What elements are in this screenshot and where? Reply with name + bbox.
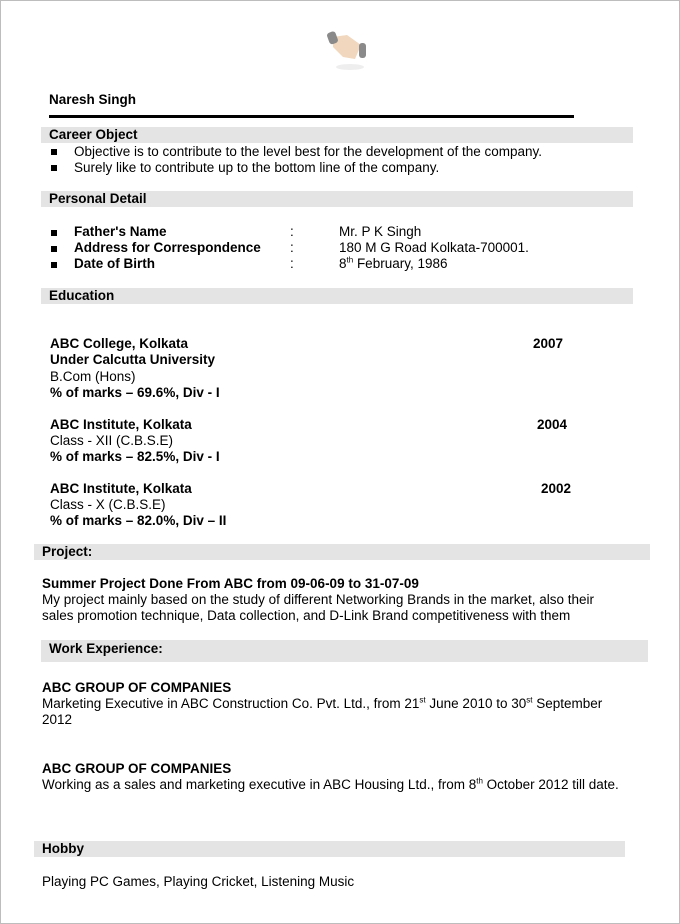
separator: : (290, 256, 294, 271)
career-item: Surely like to contribute up to the bottom line of the company. (74, 160, 440, 175)
separator: : (290, 224, 294, 239)
edu-course: Class - XII (C.B.S.E) (50, 433, 174, 448)
section-project: Project: (34, 544, 650, 560)
edu-year: 2004 (537, 417, 568, 432)
edu-course: B.Com (Hons) (50, 369, 136, 384)
personal-label: Address for Correspondence (74, 240, 261, 255)
personal-value: Mr. P K Singh (339, 224, 422, 239)
section-career-object: Career Object (41, 127, 633, 143)
bullet-icon (51, 149, 57, 155)
section-work-experience: Work Experience: (41, 640, 648, 662)
separator: : (290, 240, 294, 255)
name-underline (49, 115, 574, 118)
bullet-icon (51, 262, 57, 268)
bullet-icon (51, 230, 57, 236)
work-description: Marketing Executive in ABC Construction Co. Pvt. Ltd., from 21st June 2010 to 30st September (42, 695, 603, 711)
project-title: Summer Project Done From ABC from 09-06-09 to 31-07-09 (42, 576, 419, 591)
bullet-icon (51, 246, 57, 252)
section-personal-detail: Personal Detail (41, 191, 633, 207)
section-education: Education (41, 288, 633, 304)
handshake-icon (323, 23, 373, 73)
work-description: 2012 (42, 712, 73, 727)
edu-marks: % of marks – 69.6%, Div - I (50, 385, 220, 400)
edu-year: 2007 (533, 336, 564, 351)
work-company: ABC GROUP OF COMPANIES (42, 680, 232, 695)
bullet-icon (51, 165, 57, 171)
candidate-name: Naresh Singh (49, 92, 137, 107)
edu-school: ABC Institute, Kolkata (50, 481, 192, 496)
personal-value: 180 M G Road Kolkata-700001. (339, 240, 529, 255)
personal-label: Date of Birth (74, 256, 155, 271)
career-item: Objective is to contribute to the level best for the development of the company. (74, 144, 543, 159)
edu-year: 2002 (541, 481, 572, 496)
personal-value: 8th February, 1986 (339, 255, 448, 271)
work-company: ABC GROUP OF COMPANIES (42, 761, 232, 776)
edu-school: ABC Institute, Kolkata (50, 417, 192, 432)
project-line: My project mainly based on the study of different Networking Brands in the market, also their (42, 592, 595, 607)
edu-marks: % of marks – 82.5%, Div - I (50, 449, 220, 464)
edu-course: Class - X (C.B.S.E) (50, 497, 166, 512)
project-line: sales promotion technique, Data collection, and D-Link Brand competitiveness with them (42, 608, 571, 623)
edu-school: ABC College, Kolkata (50, 336, 189, 351)
edu-university: Under Calcutta University (50, 352, 216, 367)
hobby-text: Playing PC Games, Playing Cricket, Listening Music (42, 874, 355, 889)
work-description: Working as a sales and marketing executive in ABC Housing Ltd., from 8th October 2012 till date. (42, 776, 619, 792)
personal-label: Father's Name (74, 224, 167, 239)
section-hobby: Hobby (34, 841, 625, 857)
edu-marks: % of marks – 82.0%, Div – II (50, 513, 227, 528)
